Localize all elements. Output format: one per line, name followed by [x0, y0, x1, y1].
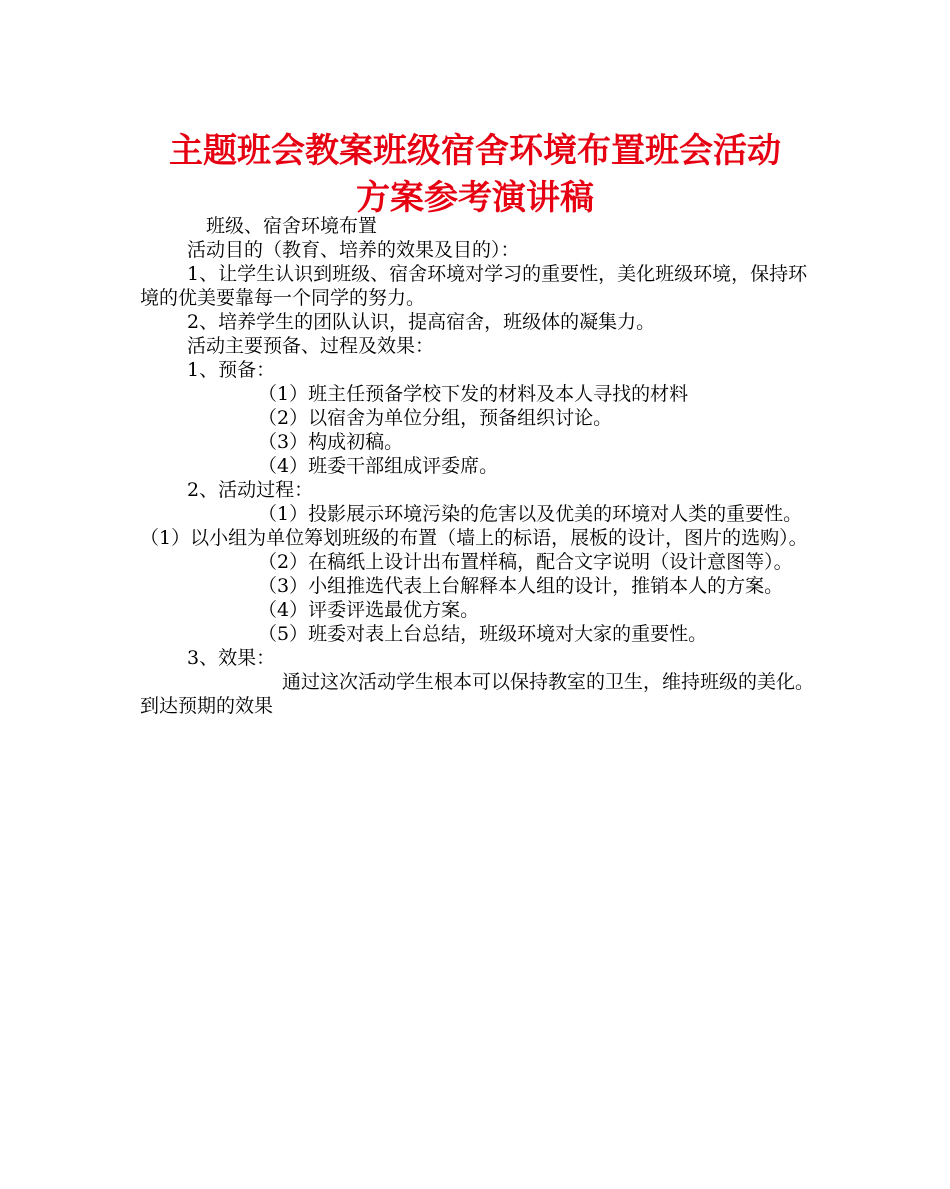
- paragraph-prep-heading: 活动主要预备、过程及效果：: [187, 335, 435, 357]
- paragraph-process-item-5: （5）班委对表上台总结，班级环境对大家的重要性。: [258, 623, 708, 645]
- paragraph-purpose-heading: 活动目的（教育、培养的效果及目的）：: [187, 239, 520, 261]
- paragraph-prep-item-3: （3）构成初稿。: [258, 431, 404, 453]
- paragraph-process-item-1: （1）投影展示环境污染的危害以及优美的环境对人类的重要性。（1）以小组为单位筹划班级的布置（墙上的标语，展板的设计，图片的选购）。: [140, 503, 808, 549]
- paragraph-process-item-3: （3）小组推选代表上台解释本人组的设计，推销本人的方案。: [258, 575, 784, 597]
- document-body: [140, 214, 820, 718]
- paragraph-effect-text: 通过这次活动学生根本可以保持教室的卫生，维持班级的美化。到达预期的效果: [140, 671, 815, 717]
- paragraph-prep-item-2: （2）以宿舍为单位分组，预备组织讨论。: [258, 407, 613, 429]
- paragraph-prep-item-1: （1）班主任预备学校下发的材料及本人寻找的材料: [258, 383, 689, 405]
- paragraph-purpose-2: 2、培养学生的团队认识，提高宿舍，班级体的凝集力。: [187, 311, 656, 333]
- paragraph-purpose-1: 1、让学生认识到班级、宿舍环境对学习的重要性，美化班级环境，保持环境的优美要靠每一个同学的努力。: [140, 263, 808, 309]
- document-title-line-1: 主题班会教案班级宿舍环境布置班会活动: [169, 131, 781, 171]
- document-title-line-2: 方案参考演讲稿: [356, 178, 594, 218]
- paragraph-effect-title: 3、效果：: [187, 647, 276, 669]
- paragraph-process-title: 2、活动过程：: [187, 479, 314, 501]
- paragraph-process-item-4: （4）评委评选最优方案。: [258, 599, 480, 621]
- paragraph-prep-title: 1、预备：: [187, 359, 276, 381]
- paragraph-heading: 班级、宿舍环境布置: [206, 215, 378, 237]
- paragraph-process-item-2: （2）在稿纸上设计出布置样稿，配合文字说明（设计意图等）。: [258, 551, 793, 573]
- paragraph-prep-item-4: （4）班委干部组成评委席。: [258, 455, 499, 477]
